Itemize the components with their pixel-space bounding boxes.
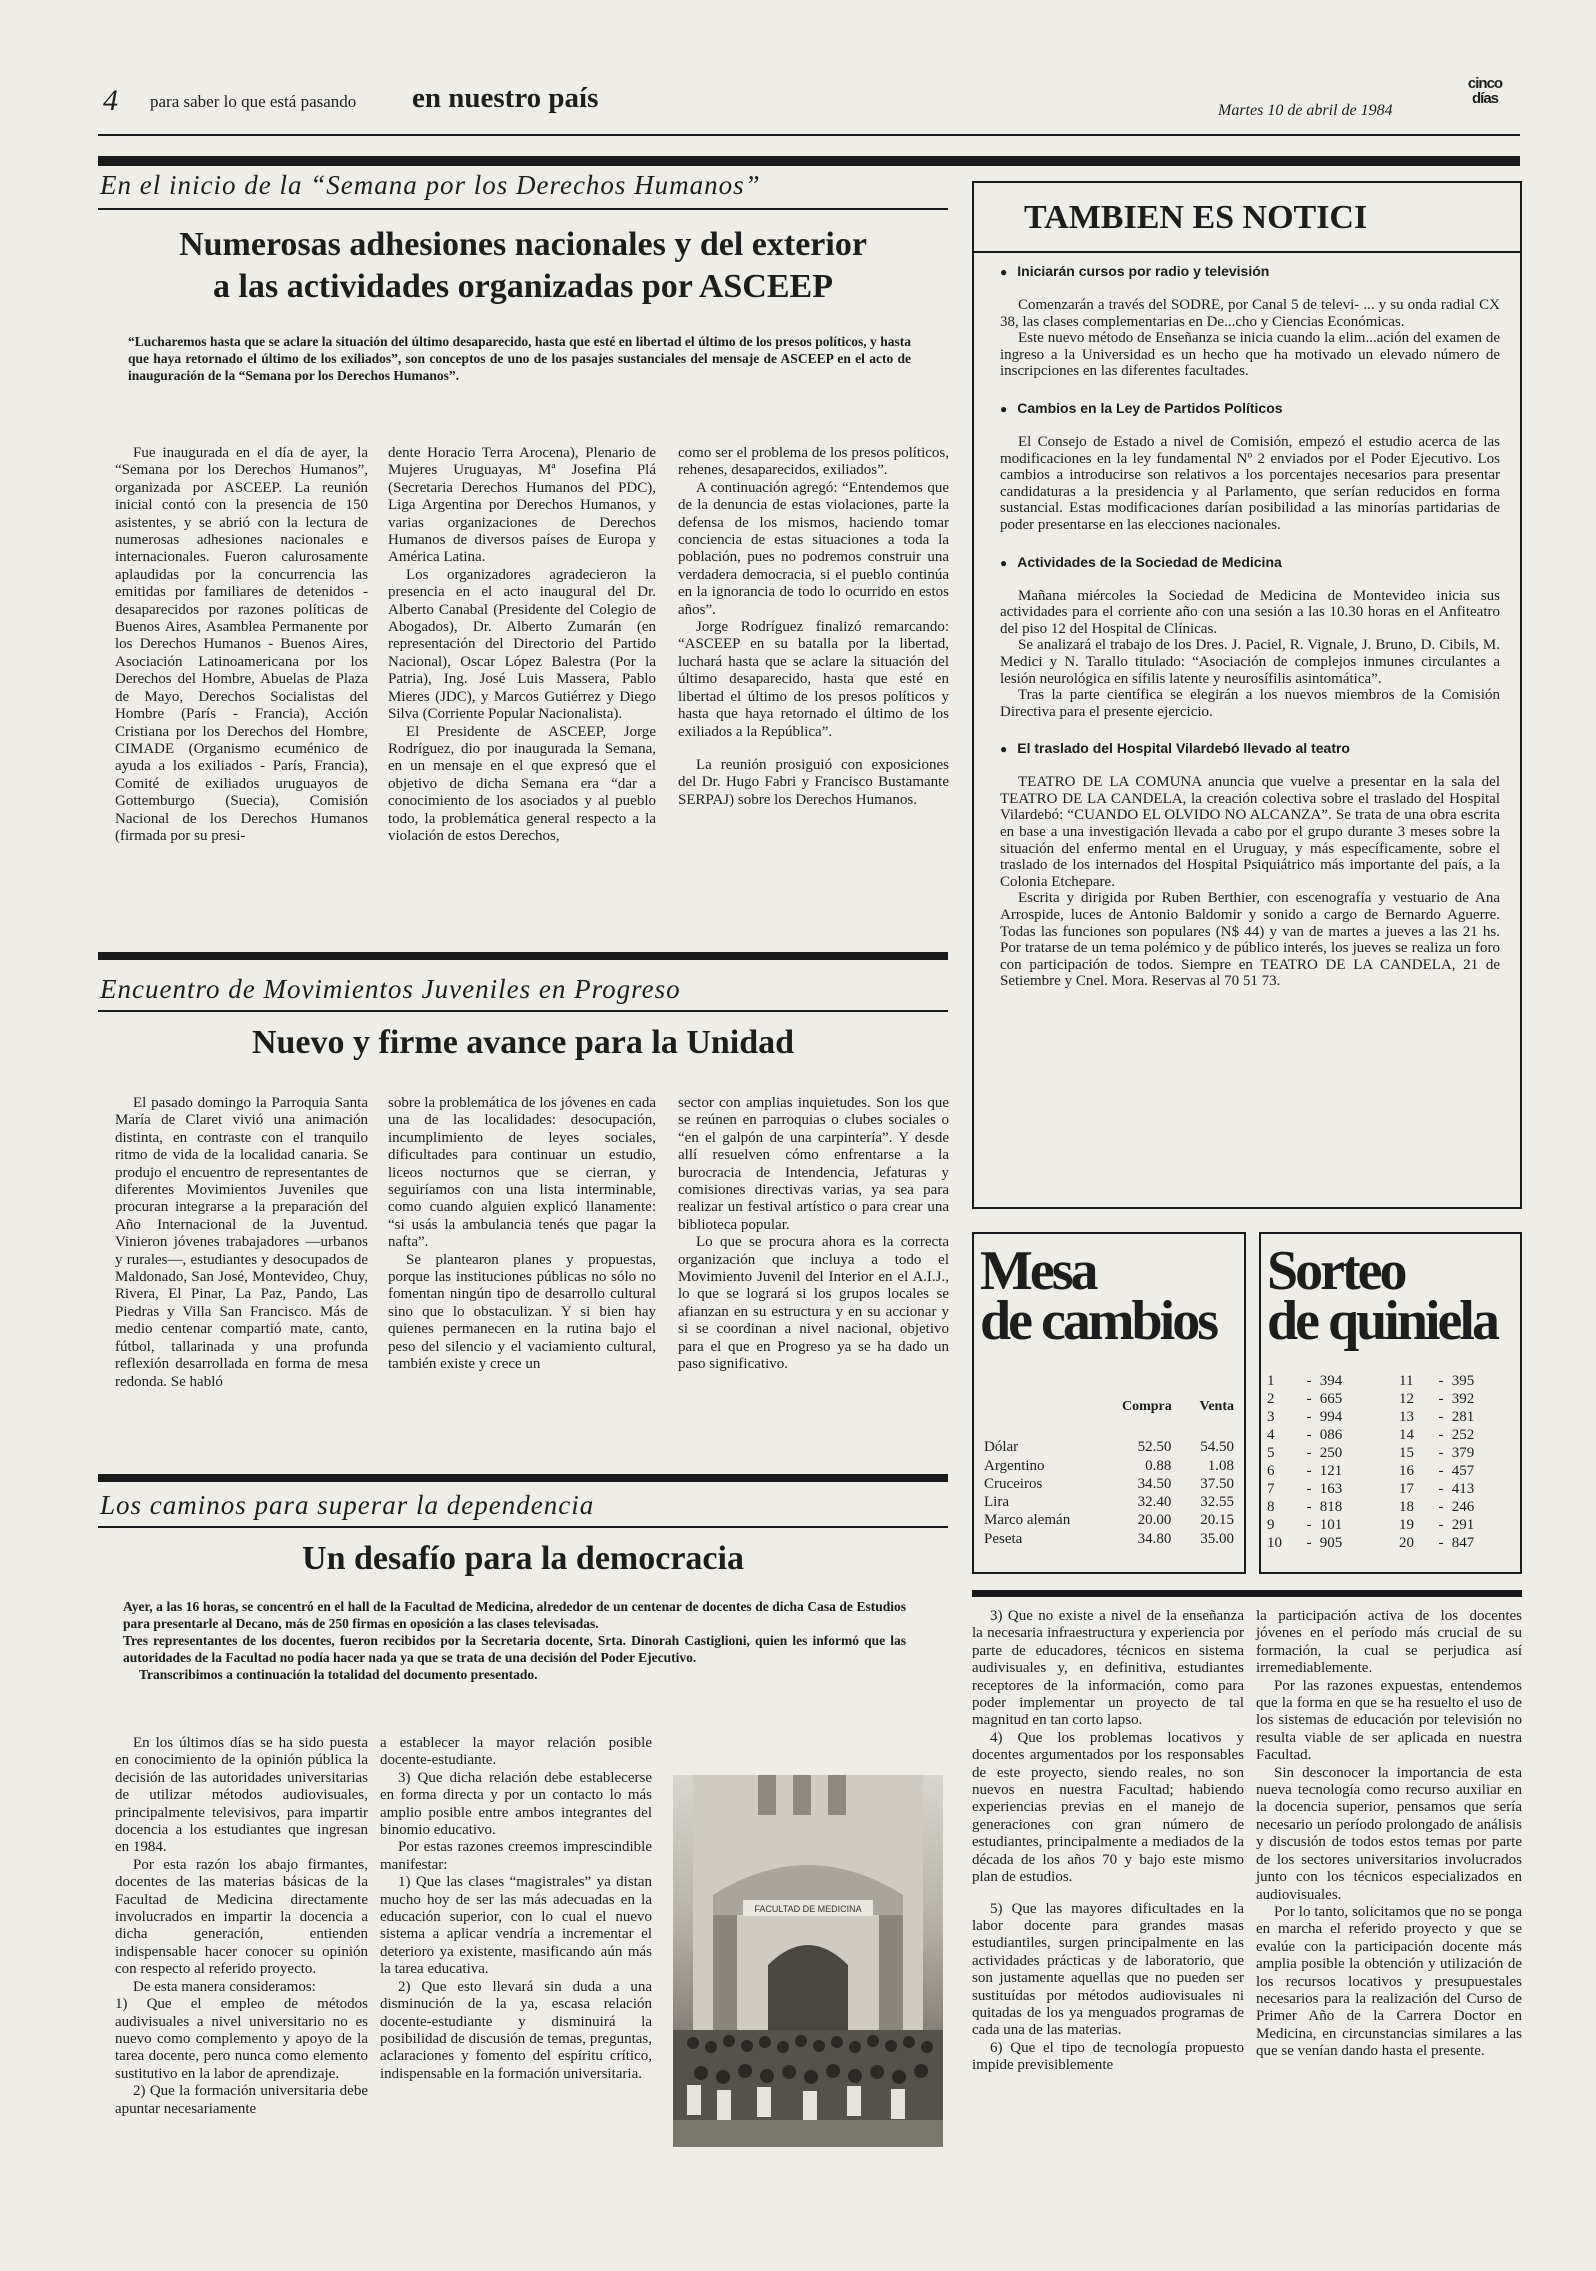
mesa-table — [984, 1398, 1234, 1548]
quiniela-row: 8 - 818 — [1267, 1499, 1343, 1515]
mesa-row: Peseta 34.80 35.00 — [984, 1530, 1234, 1547]
quiniela-row: 17 - 413 — [1399, 1481, 1475, 1497]
right-bottom-rule — [972, 1590, 1522, 1597]
section-title: en nuestro país — [412, 82, 599, 114]
quiniela-row: 1 - 394 — [1267, 1373, 1343, 1389]
building-sign: FACULTAD DE MEDICINA — [754, 1904, 862, 1914]
article1-col3: como ser el problema de los presos políticos, rehenes, desaparecidos, exiliados”. A continuación agregó: “Entendemos que de la denuncia de estas violaciones, parte la defensa de los mismos, haciendo tomar conciencia de estas situaciones a toda la población, pues no podremos construir una verdadera democracia, si el pueblo continúa en la ignorancia de todo lo ocurrido en estos años”. Jorge Rodríguez finalizó remarcando: “ASCEEP en su batalla por la libertad, luchará hasta que se aclare la situación del último desaparecido, hasta que esté en libertad el último de los presos políticos y hasta que haya retornado el último de los exiliados a la República”. La reunión prosiguió con exposiciones del Dr. Hugo Fabri y Francisco Bustamante SERPAJ) sobre los Derechos Humanos. — [678, 445, 949, 808]
quiniela-row: 3 - 994 — [1267, 1409, 1343, 1425]
article2-col2: sobre la problemática de los jóvenes en cada una de las localidades: desocupación, incumplimiento de leyes sociales, dificultades para continuar un estudio, liceos nocturnos que se cierran, y seguiríamos con una lista interminable, como cuando alguien explicó llanamente: “si usás la ambulancia tenés que pagar la nafta”. Se plantearon planes y propuestas, porque las instituciones públicas no sólo no fomentan ningún tipo de desarrollo cultural sino que lo obstaculizan. Y si bien hay quienes permanecen en la rutina bajo el peso del silencio y el vaciamiento cultural, también existe y crece un — [388, 1095, 656, 1373]
article1-end-rule — [98, 952, 948, 960]
mesa-row: Argentino 0.88 1.08 — [984, 1457, 1234, 1474]
masthead-logo: cinco días — [1467, 75, 1503, 107]
kicker-rule — [98, 208, 948, 210]
quiniela-row: 10 - 905 — [1267, 1535, 1343, 1551]
kicker-rule — [98, 1526, 948, 1528]
mesa-title: Mesa de cambios — [980, 1240, 1216, 1352]
quiniela-row: 5 - 250 — [1267, 1445, 1343, 1461]
article1-deck: “Lucharemos hasta que se aclare la situación del último desaparecido, hasta que esté en libertad el último de los presos políticos, y hasta que haya retornado el último de los exiliados”, son conceptos de uno de los pasajes sustanciales del mensaje de ASCEEP en el acto de inauguración de la “Semana por los Derechos Humanos”. — [128, 334, 911, 383]
sorteo-title: Sorteo de quiniela — [1267, 1240, 1497, 1352]
quiniela-row: 16 - 457 — [1399, 1463, 1475, 1479]
issue-date: Martes 10 de abril de 1984 — [1218, 102, 1393, 119]
article3-col4: la participación activa de los docentes jóvenes en el período más crucial de su formación, la cual se perjudica así irremediablemente. Por las razones expuestas, entendemos que la forma en que se ha resuelto el uso de los sistemas de educación por televisión no resulta viable de ser aplicada en nuestra Facultad. Sin desconocer la importancia de esta nueva tecnología como recurso auxiliar en la docencia superior, pensamos que sería necesario un período prolongado de análisis y discusión de todos estos temas por parte de los sectores universitarios involucrados junto con los técnicos especializados en audiovisuales. Por lo tanto, solicitamos que no se ponga en marcha el referido proyecto y que se evalúe con la participación docente más amplia posible la obtención y utilización de los recursos locativos y presupuestales necesarios para la realización del Curso de Primer Año de la Carrera Doctor en Medicina, en circunstancias similares a las que se venían dando hasta el presente. — [1256, 1608, 1522, 2060]
quiniela-row: 19 - 291 — [1399, 1517, 1475, 1533]
article3-title: Un desafío para la democracia — [302, 1540, 744, 1577]
article1-col2: dente Horacio Terra Arocena), Plenario de Mujeres Uruguayas, Mª Josefina Plá (Secretaria Derechos Humanos del PDC), Liga Argentina por Derechos Humanos, y varias organizaciones de Derechos Humanos de diversos países de Europa y América Latina. Los organizadores agradecieron la presencia en el acto inaugural del Dr. Alberto Canabal (Presidente del Colegio de Abogados), Dr. Alberto Zumarán (en representación del Directorio del Partido Nacional), Oscar López Balestra (Por la Patria), Ing. José Luis Massera, Pablo Mieres (JDC), y Marcos Gutiérrez y Diego Silva (Corriente Popular Nacionalista). El Presidente de ASCEEP, Jorge Rodríguez, dio por inaugurada la Semana, en un mensaje en el que expresó que el objetivo de dicha Semana era “dar a conocimiento de los asociados y al pueblo todo, la problemática general respecto a la violación de estos Derechos, — [388, 445, 656, 844]
article1-kicker: En el inicio de la “Semana por los Derechos Humanos” — [100, 170, 761, 200]
mesa-row: Dólar 52.50 54.50 — [984, 1439, 1234, 1456]
item-body: El Consejo de Estado a nivel de Comisión, empezó el estudio acerca de las modificaciones en la ley fundamental Nº 2 enviados por el Poder Ejecutivo. Los cambios a introducirse son relativos a los porcentajes necesarios para presentar candidaturas a la presidencia y al Parlamento, que serían reducidos en forma sustancial. Estas modificaciones darían posibilidad a las minorías partidarias de poder presentarse en las elecciones nacionales. — [1000, 433, 1500, 533]
header-pre: para saber lo que está pasando — [150, 92, 357, 111]
tambien-box — [972, 181, 1522, 1209]
tambien-title: TAMBIEN ES NOTICI — [1024, 199, 1368, 236]
quiniela-row: 18 - 246 — [1399, 1499, 1475, 1515]
quiniela-row: 15 - 379 — [1399, 1445, 1475, 1461]
article2-col1: El pasado domingo la Parroquia Santa María de Claret vivió una animación distinta, en contraste con el tranquilo ritmo de vida de la localidad canaria. Se produjo el encuentro de representantes de diferentes Movimientos Juveniles que procuran integrarse a la preparación del Año Internacional de la Juventud. Vinieron jóvenes trabajadores —urbanos y rurales—, estudiantes y desocupados de Maldonado, San José, Montevideo, Chuy, Rivera, El Pinar, La Paz, Pando, Las Piedras y Villa San Francisco. Más de medio centenar compartió mate, canto, fútbol, tallarinada y una profunda reflexión desarrollada en forma de mesa redonda. Se habló — [115, 1095, 368, 1390]
tambien-rule — [974, 251, 1520, 253]
quiniela-row: 12 - 392 — [1399, 1391, 1475, 1407]
article2-end-rule — [98, 1474, 948, 1482]
item-body: TEATRO DE LA COMUNA anuncia que vuelve a presentar en la sala del TEATRO DE LA CANDELA, la creación colectiva sobre el traslado del Hospital Vilardebó: “CUANDO EL OLVIDO NO ALCANZA”. Se trata de una obra escrita en base a una investigación llevada a cabo por el grupo durante 3 meses sobre la situación del enfermo mental en el Uruguay, y más específicamente, sobre el traslado de los internados del Hospital Psiquiátrico más importante del país, a la Colonia Etchepare. Escrita y dirigida por Ruben Berthier, con escenografía y vestuario de Ana Arrospide, luces de Antonio Baldomir y sonido a cargo de Bernardo Aguerre. Todas las funciones son populares (N$ 44) y van de martes a jueves a las 21 hs. Por tratarse de un tema polémico y de público interés, los jueves se realiza un foro con participación de todos. Siempre en TEATRO DE LA CANDELA, 21 de Setiembre y Cnel. Mora. Reservas al 70 51 73. — [1000, 774, 1500, 990]
tambien-items — [1000, 263, 1500, 990]
article2-col3: sector con amplias inquietudes. Son los que se reúnen en parroquias o clubes sociales o “en el galpón de una carpintería”. Y desde allí resuelven cómo enfrentarse a la burocracia de Intendencia, Jefaturas y comisiones directivas varias, ya sea para realizar un festival artístico o para crear una biblioteca popular. Lo que se procura ahora es la correcta organización que incluya a todo el Movimiento Juvenil del Interior en el A.I.J., lo que se logrará si los grupos locales se afianzan en su estructura y en su accionar y si se coordinan a nivel nacional, objetivo para el que en Progreso ya se ha dado un paso significativo. — [678, 1095, 949, 1373]
item-head: ● Actividades de la Sociedad de Medicina — [1000, 554, 1500, 570]
quiniela-row: 6 - 121 — [1267, 1463, 1343, 1479]
facultad-photo — [673, 1775, 943, 2147]
item-head: ● El traslado del Hospital Vilardebó llevado al teatro — [1000, 740, 1500, 756]
article3-col2: a establecer la mayor relación posible docente-estudiante. 3) Que dicha relación debe establecerse en forma directa y por un contacto lo más amplio posible entre ambos integrantes del binomio educativo. Por estas razones creemos imprescindible manifestar: 1) Que las clases “magistrales” ya distan mucho hoy de ser las más adecuadas en la educación superior, con lo cual el nuevo sistema a aplicar vendría a incrementar el deterioro ya existente, masificando aún más la tarea educativa. 2) Que esto llevará sin duda a una disminución de la ya, escasa relación docente-estudiante y disminuirá la posibilidad de discusión de temas, preguntas, aclaraciones y fomento del espíritu crítico, indispensable en la formación universitaria. — [380, 1735, 652, 2082]
sorteo-box — [1259, 1232, 1522, 1574]
quiniela-row: 11 - 395 — [1399, 1373, 1475, 1389]
mesa-header-row: Compra Venta — [1122, 1399, 1234, 1414]
quiniela-row: 14 - 252 — [1399, 1427, 1475, 1443]
quiniela-left — [1267, 1372, 1379, 1552]
article2-kicker: Encuentro de Movimientos Juveniles en Progreso — [100, 974, 681, 1004]
page-number: 4 — [103, 84, 118, 117]
item-body: Comenzarán a través del SODRE, por Canal 5 de televi- ... y su onda radial CX 38, las clases complementarias en De...cho y Ciencias Económicas. Este nuevo método de Enseñanza se inicia cuando la elim...ación del examen de ingreso a la Universidad es un hecho que ha motivado un elevado número de inscripciones en las diferentes facultades. — [1000, 297, 1500, 380]
quiniela-row: 2 - 665 — [1267, 1391, 1343, 1407]
article1-title: Numerosas adhesiones nacionales y del exterior a las actividades organizadas por ASCEEP — [179, 226, 867, 305]
quiniela-row: 13 - 281 — [1399, 1409, 1475, 1425]
article3-col3: 3) Que no existe a nivel de la enseñanza la necesaria infraestructura y experiencia por parte de educadores, técnicos en sistema audivisuales y, en definitiva, estudiantes receptores de la información, como para poder implementar un proyecto de tal magnitud en tan corto lapso. 4) Que los problemas locativos y docentes argumentados por los responsables de este proyecto, siendo reales, no son nuevos en nuestra Facultad; habiendo experiencias previas en el manejo de generaciones con gran número de estudiantes, principalmente a mediados de la década de los años 70 y bajo este mismo plan de estudios. 5) Que las mayores dificultades en la labor docente para grandes masas estudiantiles, surgen principalmente en las actividades prácticas y de laboratorio, que son justamente aquellas que no pueden ser sustituídas por métodos audiovisuales ni quitadas de los ya menguados programas de cada una de las materias. 6) Que el tipo de tecnología propuesto impide previsiblemente — [972, 1608, 1244, 2074]
item-head: ● Cambios en la Ley de Partidos Políticos — [1000, 400, 1500, 416]
header-rule — [98, 134, 1520, 136]
mesa-row: Lira 32.40 32.55 — [984, 1494, 1234, 1511]
mesa-box — [972, 1232, 1246, 1574]
item-body: Mañana miércoles la Sociedad de Medicina de Montevideo inicia sus actividades para el corriente año con una sesión a las 10.30 horas en el Anfiteatro del piso 12 del Hospital de Clínicas. Se analizará el trabajo de los Dres. J. Paciel, R. Vignale, J. Bruno, D. Cibils, M. Medici y N. Tarallo titulado: “Asociación de complejos inmunes circulantes a lesión neurológica en sífilis latente y neurosífilis asintomática”. Tras la parte científica se elegirán a los nuevos miembros de la Comisión Directiva para el presente ejercicio. — [1000, 587, 1500, 720]
article3-kicker: Los caminos para superar la dependencia — [100, 1490, 595, 1520]
item-head: ● Iniciarán cursos por radio y televisión — [1000, 263, 1500, 279]
building-illustration — [673, 1775, 943, 2147]
quiniela-row: 9 - 101 — [1267, 1517, 1343, 1533]
quiniela-row: 7 - 163 — [1267, 1481, 1343, 1497]
quiniela-row: 4 - 086 — [1267, 1427, 1343, 1443]
article3-deck: Ayer, a las 16 horas, se concentró en el hall de la Facultad de Medicina, alrededor de un centenar de docentes de dicha Casa de Estudios para presentarle al Decano, más de 250 firmas en oposición a las clases televisadas. Tres representantes de los docentes, fueron recibidos por la Secretaria docente, Srta. Dinorah Castiglioni, quien les informó que las autoridades de la Facultad no podía hacer nada ya que se trata de una decisión del Poder Ejecutivo. Transcribimos a continuación la totalidad del documento presentado. — [123, 1599, 906, 1682]
article1-col1: Fue inaugurada en el día de ayer, la “Semana por los Derechos Humanos”, organizada por ASCEEP. La reunión inicial contó con la presencia de 150 asistentes, y se abrió con la lectura de numerosas adhesiones nacionales e internacionales. Fueron calurosamente aplaudidas por la concurrencia las emitidas por familiares de detenidos - desaparecidos por razones políticas de Buenos Aires, Asamblea Permanente por los Derechos Humanos - Buenos Aires, Asociación Latinoamericana por los Derechos del Hombre, Abuelas de Plaza de Mayo, Derechos Socialistas del Hombre (París - Francia), Acción Cristiana por los Derechos del Hombre, CIMADE (Organismo ecuménico de ayuda a los exiliados - París, Francia), Comité de exiliados uruguayos de Gottemburgo (Suecia), Comisión Nacional de los Derechos Humanos (firmada por su presi- — [115, 445, 368, 844]
article2-title: Nuevo y firme avance para la Unidad — [251, 1024, 795, 1061]
mesa-row: Cruceiros 34.50 37.50 — [984, 1475, 1234, 1492]
quiniela-row: 20 - 847 — [1399, 1535, 1475, 1551]
kicker-rule — [98, 1010, 948, 1012]
article3-col1: En los últimos días se ha sido puesta en conocimiento de la opinión pública la decisión de las autoridades universitarias de utilizar métodos audiovisuales, principalmente televisivos, para impartir docencia a los estudiantes que ingresan en 1984. Por esta razón los abajo firmantes, docentes de las materias básicas de la Facultad de Medicina directamente involucrados en impartir la docencia a dicha generación, entienden indispensable hacer conocer su opinión con respecto al referido proyecto. De esta manera consideramos: 1) Que el empleo de métodos audivisuales a nivel universitario no es nuevo como complemento y apoyo de la tarea docente, pero nunca como elemento sustitutivo en la labor de aprendizaje. 2) Que la formación universitaria debe apuntar necesariamente — [115, 1735, 368, 2117]
quiniela-right — [1399, 1372, 1511, 1552]
mesa-row: Marco alemán 20.00 20.15 — [984, 1512, 1234, 1529]
top-thick-rule — [98, 156, 1520, 166]
